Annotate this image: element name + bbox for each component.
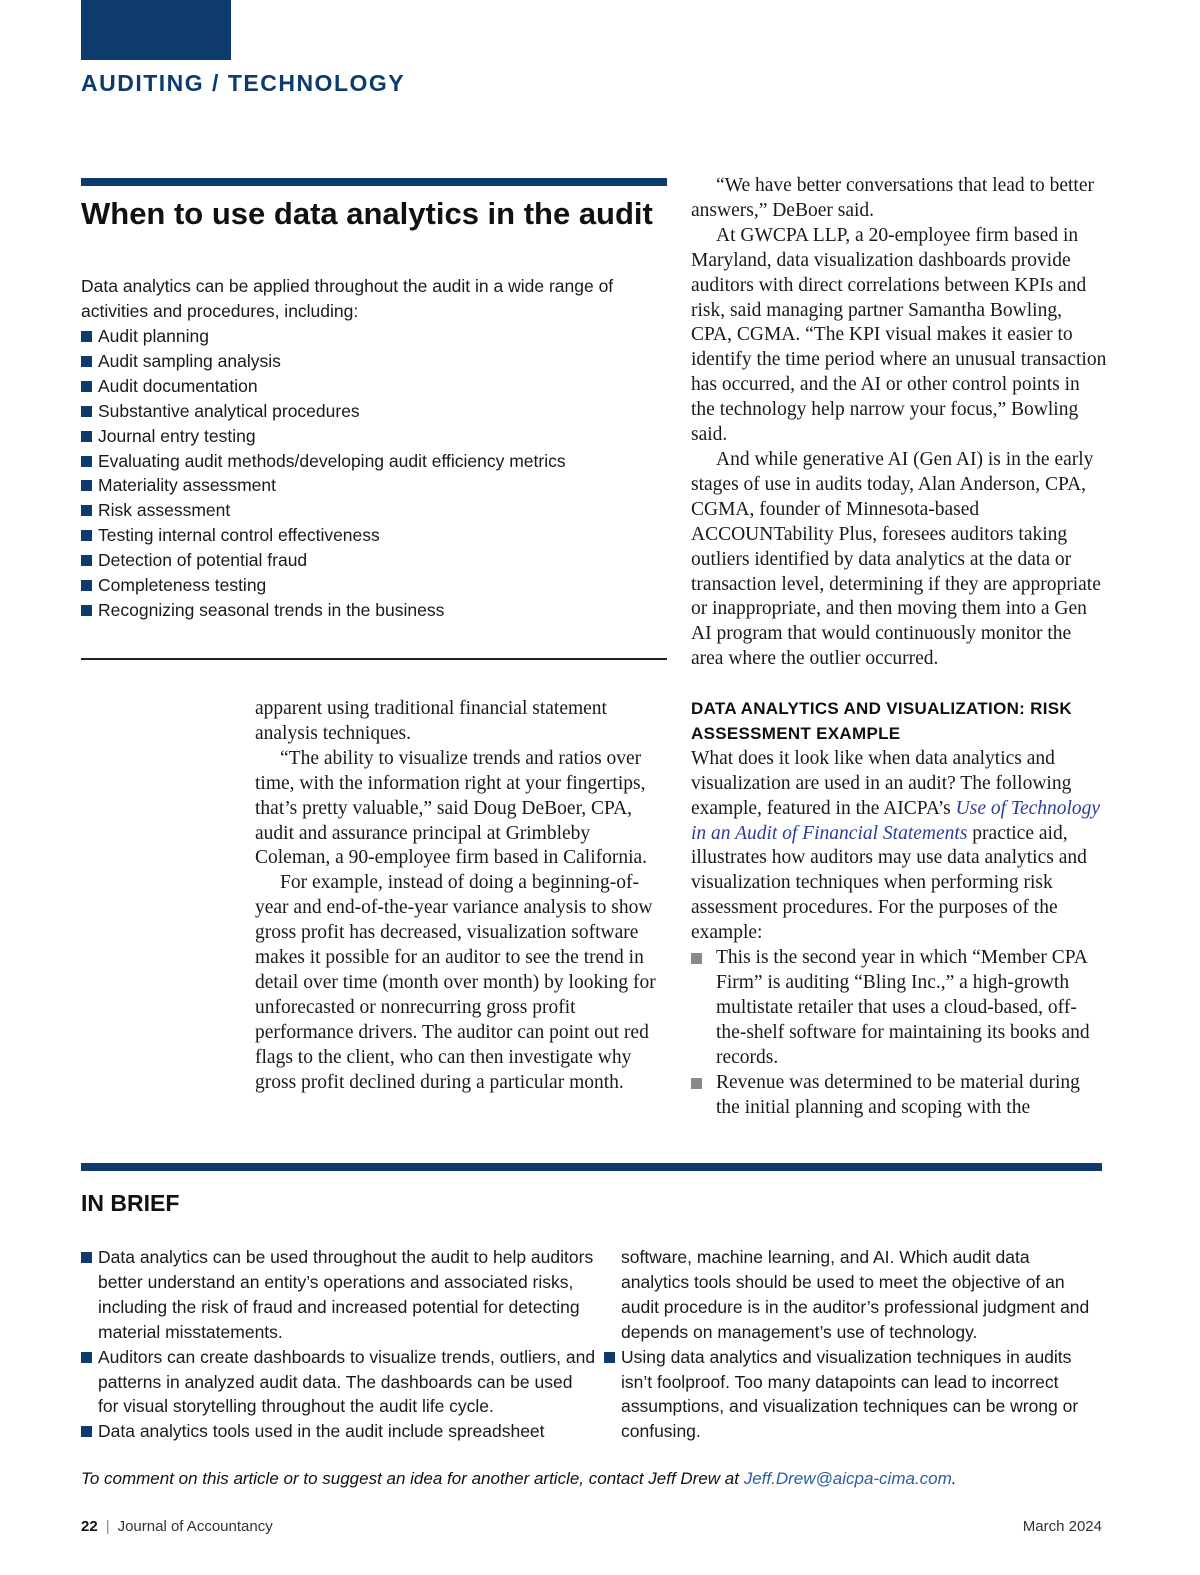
- list-item: Materiality assessment: [81, 473, 667, 498]
- in-brief-rule: [81, 1163, 1102, 1171]
- list-item: Auditors can create dashboards to visualize trends, outliers, and patterns in analyzed audit data. The dashboards can be used for visual storytelling throughout the audit life cycle.: [81, 1345, 596, 1420]
- issue-date: March 2024: [1022, 1518, 1102, 1535]
- list-item: Audit sampling analysis: [81, 349, 667, 374]
- section-label: AUDITING / TECHNOLOGY: [81, 70, 406, 96]
- square-bullet-icon: [691, 953, 702, 964]
- contact-email-link[interactable]: Jeff.Drew@aicpa-cima.com: [743, 1469, 952, 1488]
- header-color-block: [81, 0, 231, 60]
- body-paragraph: “The ability to visualize trends and ratios over time, with the information right at your fingertips, that’s pretty valuable,” said Doug DeBoer, CPA, audit and assurance principal at Grimbleby Coleman, a 90-employee firm based in California.: [255, 747, 648, 869]
- square-bullet-icon: [604, 1352, 615, 1363]
- body-paragraph: What does it look like when data analytics and visualization are used in an audit? The following example, featured in the AICPA’s Use of Technology in an Audit of Financial Statements practice aid, illustrates how auditors may use data analytics and visualization techniques when performing risk assessment procedures. For the purposes of the example:: [691, 747, 1101, 944]
- square-bullet-icon: [81, 431, 92, 442]
- square-bullet-icon: [81, 381, 92, 392]
- list-item: Detection of potential fraud: [81, 548, 667, 573]
- page-folio: [81, 1518, 273, 1535]
- page-number: 22: [81, 1518, 98, 1535]
- in-brief-title: IN BRIEF: [81, 1190, 180, 1216]
- list-item: Recognizing seasonal trends in the business: [81, 598, 667, 623]
- body-paragraph: “We have better conversations that lead to better answers,” DeBoer said.: [691, 175, 1094, 221]
- list-item: Using data analytics and visualization techniques in audits isn’t foolproof. Too many datapoints can lead to incorrect assumptions, and visualization techniques can be wrong or confusing.: [604, 1345, 1102, 1445]
- list-item: Journal entry testing: [81, 424, 667, 449]
- body-paragraph: For example, instead of doing a beginning-of-year and end-of-the-year variance analysis to show gross profit has decreased, visualization software makes it possible for an auditor to see the trend in detail over time (month over month) by looking for unforecasted or nonrecurring gross profit performance drivers. The auditor can point out red flags to the client, who can then investigate why gross profit declined during a particular month.: [255, 872, 656, 1093]
- square-bullet-icon: [81, 530, 92, 541]
- list-item: Evaluating audit methods/developing audit efficiency metrics: [81, 449, 667, 474]
- list-item: Completeness testing: [81, 573, 667, 598]
- square-bullet-icon: [81, 456, 92, 467]
- square-bullet-icon: [81, 331, 92, 342]
- body-paragraph: apparent using traditional financial statement analysis techniques.: [255, 698, 607, 744]
- list-item: Substantive analytical procedures: [81, 399, 667, 424]
- journal-name: Journal of Accountancy: [117, 1518, 273, 1535]
- square-bullet-icon: [81, 356, 92, 367]
- folio-separator: |: [105, 1518, 110, 1535]
- sidebar-title: When to use data analytics in the audit: [81, 196, 653, 231]
- square-bullet-icon: [81, 555, 92, 566]
- subheading: DATA ANALYTICS AND VISUALIZATION: RISK ASSESSMENT EXAMPLE: [691, 699, 1072, 743]
- square-bullet-icon: [81, 580, 92, 591]
- square-bullet-icon: [81, 605, 92, 616]
- list-item: Audit planning: [81, 324, 667, 349]
- body-paragraph: At GWCPA LLP, a 20-employee firm based in Maryland, data visualization dashboards provide auditors with direct correlations between KPIs and risk, said managing partner Samantha Bowling, CPA, CGMA. “The KPI visual makes it easier to identify the time period where an unusual transaction has occurred, and the AI or other control points in the technology help narrow your focus,” Bowling said.: [691, 224, 1107, 446]
- sidebar-top-rule: [81, 178, 667, 186]
- list-item: Audit documentation: [81, 374, 667, 399]
- square-bullet-icon: [81, 505, 92, 516]
- square-bullet-icon: [81, 1252, 92, 1263]
- comment-invitation: To comment on this article or to suggest an idea for another article, contact Jeff Drew at Jeff.Drew@aicpa-cima.com.: [81, 1469, 957, 1488]
- body-paragraph: And while generative AI (Gen AI) is in the early stages of use in audits today, Alan Anderson, CPA, CGMA, founder of Minnesota-based ACCOUNTability Plus, foresees auditors taking outliers identified by data analytics at the data or transaction level, determining if they are appropriate or inappropriate, and then moving them into a Gen AI program that would continuously monitor the area where the outlier occurred.: [691, 448, 1101, 670]
- sidebar-bottom-rule: [81, 658, 667, 660]
- square-bullet-icon: [81, 480, 92, 491]
- list-item: Revenue was determined to be material during the initial planning and scoping with the: [691, 1071, 1107, 1121]
- list-item: This is the second year in which “Member CPA Firm” is auditing “Bling Inc.,” a high-growth multistate retailer that uses a cloud-based, off-the-shelf software for maintaining its books and records.: [691, 946, 1107, 1071]
- body-column-right-bottom: [691, 697, 1107, 1120]
- sidebar-intro: Data analytics can be applied throughout the audit in a wide range of activities and procedures, including:: [81, 276, 614, 321]
- square-bullet-icon: [691, 1078, 702, 1089]
- body-column-right-top: [691, 174, 1107, 672]
- body-column-left: [255, 697, 667, 1096]
- list-item: Risk assessment: [81, 498, 667, 523]
- in-brief-column-right: [604, 1245, 1102, 1444]
- square-bullet-icon: [81, 406, 92, 417]
- list-item-continued: software, machine learning, and AI. Which audit data analytics tools should be used to meet the objective of an audit procedure is in the auditor’s professional judgment and depends on management’s use of technology.: [621, 1247, 1090, 1342]
- list-item: Data analytics tools used in the audit include spreadsheet: [81, 1419, 596, 1444]
- square-bullet-icon: [81, 1352, 92, 1363]
- list-item: Data analytics can be used throughout the audit to help auditors better understand an entity’s operations and associated risks, including the risk of fraud and increased potential for detecting material misstatements.: [81, 1245, 596, 1345]
- sidebar-list: [81, 324, 667, 623]
- square-bullet-icon: [81, 1426, 92, 1437]
- publication-reference: Use of Technology in an Audit of Financial Statements: [691, 797, 1101, 844]
- list-item: Testing internal control effectiveness: [81, 523, 667, 548]
- in-brief-column-left: [81, 1245, 596, 1444]
